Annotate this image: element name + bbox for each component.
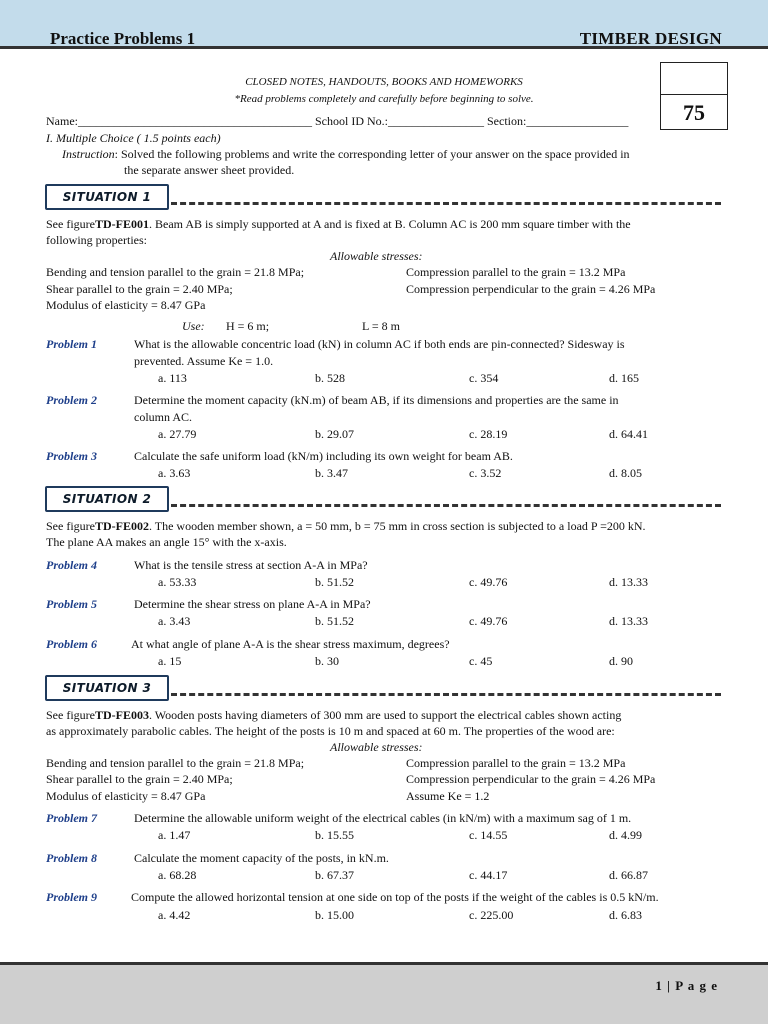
school-id-label: School ID No.: — [315, 114, 388, 128]
situation-1-stresses-title: Allowable stresses: — [330, 249, 423, 263]
problem-8-text: Calculate the moment capacity of the posts, in kN.m. — [134, 851, 389, 865]
problem-3-choice-d[interactable]: d. 8.05 — [609, 466, 642, 480]
problem-4-text: What is the tensile stress at section A-A in MPa? — [134, 558, 368, 572]
situation-1-use-l: L = 8 m — [362, 319, 400, 333]
section-field[interactable]: _________________ — [526, 114, 629, 128]
situation-1-intro-text: . Beam AB is simply supported at A and is fixed at B. Column AC is 200 mm square timber with the — [148, 217, 631, 231]
problem-6-label: Problem 6 — [46, 637, 97, 651]
situation-3-dashes — [171, 693, 721, 696]
problem-3-choice-a[interactable]: a. 3.63 — [158, 466, 191, 480]
problem-1-choice-c[interactable]: c. 354 — [469, 371, 499, 385]
situation-2-figure-ref: TD-FE002 — [94, 519, 149, 533]
situation-1-use-label: Use: — [182, 319, 205, 333]
problem-1-choice-a[interactable]: a. 113 — [158, 371, 187, 385]
notice-line-2: *Read problems completely and carefully before beginning to solve. — [234, 93, 534, 105]
situation-3-stresses-title: Allowable stresses: — [330, 740, 423, 754]
problem-9-label: Problem 9 — [46, 890, 97, 904]
page-number: 1 | P a g e — [655, 978, 718, 993]
situation-3-intro-1 — [46, 708, 621, 723]
problem-6-choice-c[interactable]: c. 45 — [469, 654, 493, 668]
score-box — [660, 62, 728, 130]
instruction-text: : Solved the following problems and write the corresponding letter of your answer on the space provided in — [114, 147, 630, 161]
section-label: Section: — [487, 114, 527, 128]
situation-3-intro-2: as approximately parabolic cables. The height of the posts is 10 m and spaced at 60 m. The properties of the wood are: — [46, 724, 615, 738]
problem-7-label: Problem 7 — [46, 811, 97, 825]
situation-2-intro-2: The plane AA makes an angle 15° with the x-axis. — [46, 535, 287, 549]
problem-4-choice-c[interactable]: c. 49.76 — [469, 575, 508, 589]
problem-7-choice-a[interactable]: a. 1.47 — [158, 828, 191, 842]
problem-8-choice-a[interactable]: a. 68.28 — [158, 868, 197, 882]
situation-1-intro-1 — [46, 217, 631, 232]
problem-1-label: Problem 1 — [46, 337, 97, 351]
problem-9-choice-a[interactable]: a. 4.42 — [158, 908, 191, 922]
situation-3-intro-text: . Wooden posts having diameters of 300 mm are used to support the electrical cables shown acting — [148, 708, 622, 722]
problem-2-text-2: column AC. — [134, 410, 193, 424]
problem-3-choice-c[interactable]: c. 3.52 — [469, 466, 502, 480]
situation-2-intro-1 — [46, 519, 646, 534]
problem-9-choice-d[interactable]: d. 6.83 — [609, 908, 642, 922]
problem-8-choice-c[interactable]: c. 44.17 — [469, 868, 508, 882]
footer-band — [0, 965, 768, 1024]
problem-1-choice-d[interactable]: d. 165 — [609, 371, 639, 385]
problem-6-text: At what angle of plane A-A is the shear stress maximum, degrees? — [131, 637, 450, 651]
problem-2-choice-a[interactable]: a. 27.79 — [158, 427, 197, 441]
situation-1-intro-2: following properties: — [46, 233, 147, 247]
problem-4-choice-b[interactable]: b. 51.52 — [315, 575, 354, 589]
situation-3-prop-right-2: Compression perpendicular to the grain = 4.26 MPa — [406, 772, 656, 786]
problem-2-label: Problem 2 — [46, 393, 97, 407]
problem-9-choice-c[interactable]: c. 225.00 — [469, 908, 514, 922]
instruction-label: Instruction — [62, 147, 115, 161]
problem-4-label: Problem 4 — [46, 558, 97, 572]
situation-3-figure-ref: TD-FE003 — [94, 708, 149, 722]
situation-3-prop-left-1: Bending and tension parallel to the grain = 21.8 MPa; — [46, 756, 305, 770]
instruction-line-1 — [62, 147, 630, 162]
school-id-field[interactable]: ________________ — [388, 114, 484, 128]
problem-5-label: Problem 5 — [46, 597, 97, 611]
problem-7-choice-d[interactable]: d. 4.99 — [609, 828, 642, 842]
section-heading: I. Multiple Choice ( 1.5 points each) — [46, 131, 221, 145]
subject-title: TIMBER DESIGN — [579, 29, 722, 48]
situation-1-label: SITUATION 1 — [62, 189, 152, 204]
situation-2-intro-prefix: See figure — [46, 519, 95, 533]
problem-2-text: Determine the moment capacity (kN.m) of beam AB, if its dimensions and properties are the same in — [134, 393, 619, 407]
notice-line-1: CLOSED NOTES, HANDOUTS, BOOKS AND HOMEWORKS — [245, 76, 523, 88]
problem-2-choice-b[interactable]: b. 29.07 — [315, 427, 354, 441]
problem-5-choice-d[interactable]: d. 13.33 — [609, 614, 648, 628]
problem-8-choice-b[interactable]: b. 67.37 — [315, 868, 354, 882]
problem-5-text: Determine the shear stress on plane A-A in MPa? — [134, 597, 371, 611]
problem-3-label: Problem 3 — [46, 449, 97, 463]
situation-2-label: SITUATION 2 — [62, 491, 152, 506]
problem-2-choice-c[interactable]: c. 28.19 — [469, 427, 508, 441]
situation-3-badge — [45, 675, 169, 701]
problem-5-choice-b[interactable]: b. 51.52 — [315, 614, 354, 628]
problem-6-choice-b[interactable]: b. 30 — [315, 654, 339, 668]
problem-1-choice-b[interactable]: b. 528 — [315, 371, 345, 385]
situation-1-dashes — [171, 202, 721, 205]
situation-3-prop-right-1: Compression parallel to the grain = 13.2 MPa — [406, 756, 626, 770]
situation-1-badge — [45, 184, 169, 210]
situation-1-prop-right-2: Compression perpendicular to the grain = 4.26 MPa — [406, 282, 656, 296]
situation-3-header — [45, 675, 720, 701]
situation-1-figure-ref: TD-FE001 — [94, 217, 149, 231]
problem-5-choice-a[interactable]: a. 3.43 — [158, 614, 191, 628]
situation-2-dashes — [171, 504, 721, 507]
situation-1-header — [45, 184, 720, 210]
situation-1-prop-left-2: Shear parallel to the grain = 2.40 MPa; — [46, 282, 233, 296]
situation-2-intro-text: . The wooden member shown, a = 50 mm, b = 75 mm in cross section is subjected to a load P =200 kN. — [148, 519, 646, 533]
problem-1-text-2: prevented. Assume Ke = 1.0. — [134, 354, 274, 368]
problem-3-choice-b[interactable]: b. 3.47 — [315, 466, 348, 480]
name-label: Name: — [46, 114, 78, 128]
problem-7-text: Determine the allowable uniform weight of the electrical cables (in kN/m) with a maximum sag of 1 m. — [134, 811, 632, 825]
situation-3-prop-right-3: Assume Ke = 1.2 — [406, 789, 490, 803]
problem-9-text: Compute the allowed horizontal tension at one side on top of the posts if the weight of the cables is 0.5 kN/m. — [131, 890, 659, 904]
problem-9-choice-b[interactable]: b. 15.00 — [315, 908, 354, 922]
instruction-line-2: the separate answer sheet provided. — [124, 163, 295, 177]
problem-2-choice-d[interactable]: d. 64.41 — [609, 427, 648, 441]
page-title: Practice Problems 1 — [50, 29, 196, 48]
problem-8-choice-d[interactable]: d. 66.87 — [609, 868, 648, 882]
problem-7-choice-b[interactable]: b. 15.55 — [315, 828, 354, 842]
problem-4-choice-d[interactable]: d. 13.33 — [609, 575, 648, 589]
situation-1-use-h: H = 6 m; — [226, 319, 270, 333]
problem-7-choice-c[interactable]: c. 14.55 — [469, 828, 508, 842]
situation-1-intro-prefix: See figure — [46, 217, 95, 231]
score-divider — [661, 94, 727, 95]
name-field[interactable]: _______________________________________ — [78, 114, 312, 128]
problem-8-label: Problem 8 — [46, 851, 97, 865]
problem-4-choice-a[interactable]: a. 53.33 — [158, 575, 197, 589]
situation-1-prop-right-1: Compression parallel to the grain = 13.2 MPa — [406, 265, 626, 279]
situation-1-prop-left-3: Modulus of elasticity = 8.47 GPa — [46, 298, 206, 312]
situation-1-prop-left-1: Bending and tension parallel to the grain = 21.8 MPa; — [46, 265, 305, 279]
situation-3-label: SITUATION 3 — [62, 680, 152, 695]
problem-6-choice-a[interactable]: a. 15 — [158, 654, 182, 668]
situation-3-prop-left-3: Modulus of elasticity = 8.47 GPa — [46, 789, 206, 803]
situation-3-intro-prefix: See figure — [46, 708, 95, 722]
problem-5-choice-c[interactable]: c. 49.76 — [469, 614, 508, 628]
situation-2-badge — [45, 486, 169, 512]
problem-6-choice-d[interactable]: d. 90 — [609, 654, 633, 668]
problem-1-text: What is the allowable concentric load (kN) in column AC if both ends are pin-connected? Sidesway is — [134, 337, 625, 351]
student-fields — [46, 114, 628, 129]
problem-3-text: Calculate the safe uniform load (kN/m) including its own weight for beam AB. — [134, 449, 513, 463]
score-total: 75 — [683, 100, 705, 125]
situation-3-prop-left-2: Shear parallel to the grain = 2.40 MPa; — [46, 772, 233, 786]
situation-2-header — [45, 486, 720, 512]
